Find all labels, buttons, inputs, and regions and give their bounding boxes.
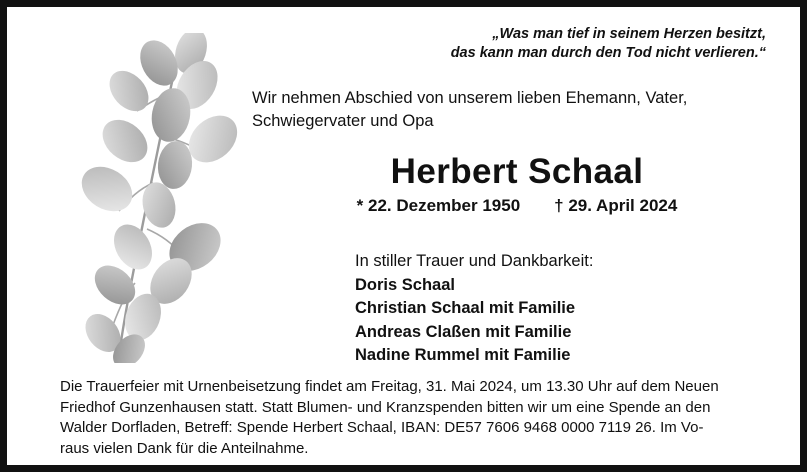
memorial-quote — [346, 25, 766, 63]
quote-line-2: das kann man durch den Tod nicht verlieren.“ — [450, 45, 766, 61]
intro-line-2: Schwiegervater und Opa — [252, 112, 434, 130]
death-date: † 29. April 2024 — [554, 196, 678, 215]
intro-line-1: Wir nehmen Abschied von unserem lieben Ehemann, Vater, — [252, 89, 688, 107]
quote-line-1: „Was man tief in seinem Herzen besitzt, — [492, 26, 766, 42]
birth-date: * 22. Dezember 1950 — [356, 196, 521, 215]
service-details — [60, 377, 766, 459]
intro-text — [252, 87, 782, 133]
mourner-name: Christian Schaal mit Familie — [355, 299, 576, 317]
mourner-name: Andreas Claßen mit Familie — [355, 322, 572, 341]
service-details-line: Walder Dorfladen, Betreff: Spende Herbert Schaal, IBAN: DE57 7606 9468 0000 7119 26. Im Vo- — [60, 419, 704, 436]
life-dates — [252, 196, 782, 216]
mourners-heading: In stiller Trauer und Dankbarkeit: — [355, 252, 594, 270]
mourner-name: Nadine Rummel mit Familie — [355, 346, 571, 364]
mourner-name: Doris Schaal — [355, 275, 455, 294]
service-details-line: raus vielen Dank für die Anteilnahme. — [60, 439, 309, 457]
service-details-line: Die Trauerfeier mit Urnenbeisetzung findet am Freitag, 31. Mai 2024, um 13.30 Uhr auf dem Neuen — [60, 378, 719, 395]
service-details-line: Friedhof Gunzenhausen statt. Statt Blumen- und Kranzspenden bitten wir um eine Spende an den — [60, 398, 711, 416]
mourners-block — [355, 250, 785, 368]
eucalyptus-branch-illustration — [63, 33, 253, 363]
deceased-name: Herbert Schaal — [390, 152, 644, 191]
